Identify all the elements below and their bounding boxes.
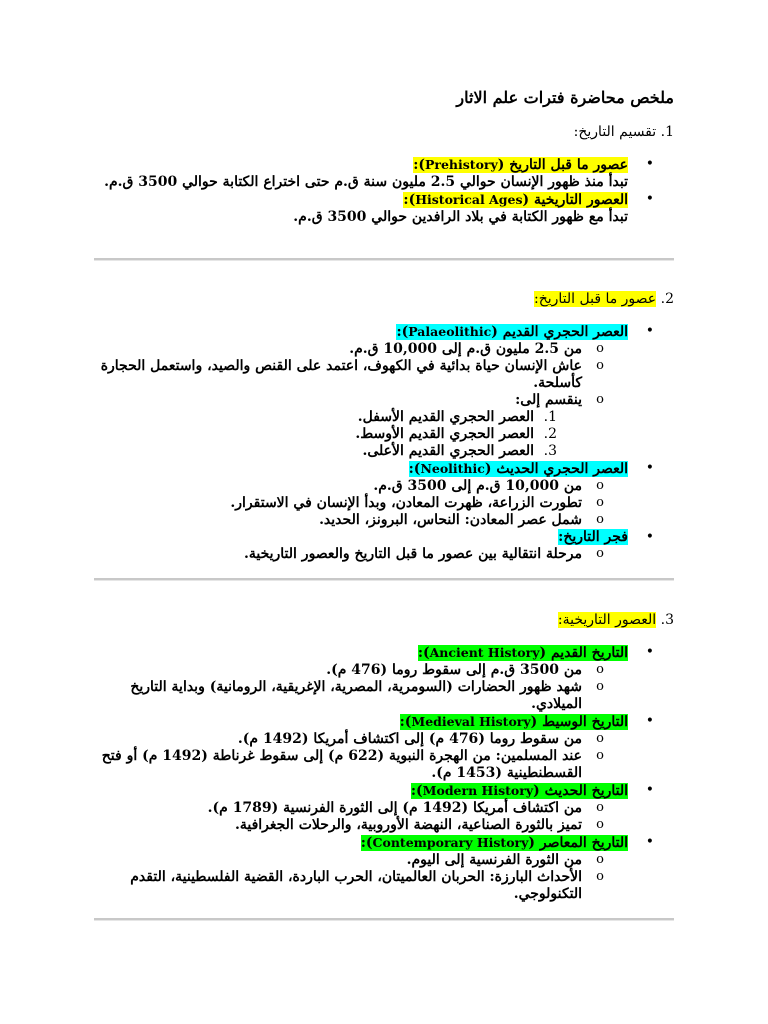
section-heading — [94, 124, 674, 141]
list-item — [94, 644, 674, 662]
section-number: 2. — [660, 291, 674, 307]
section-number: 1. — [660, 124, 674, 140]
sub-item: o شهد ظهور الحضارات (السومرية، المصرية، الإغريقية، الرومانية) وبداية التاريخ الميلادي. — [94, 679, 674, 713]
item-label: فجر التاريخ: — [558, 529, 628, 545]
section-heading — [94, 612, 674, 629]
section-history-division — [94, 124, 674, 226]
sub-item: o تميز بالثورة الصناعية، النهضة الأوروبية، والرحلات الجغرافية. — [94, 817, 674, 834]
sub-item: o من 10,000 ق.م إلى 3500 ق.م. — [94, 478, 674, 495]
sub-item: o مرحلة انتقالية بين عصور ما قبل التاريخ والعصور التاريخية. — [94, 546, 674, 563]
sub-item: o عند المسلمين: من الهجرة النبوية (622 م) إلى سقوط غرناطة (1492 م) أو فتح القسطنطينية (1453 م). — [94, 748, 674, 782]
horizontal-rule — [94, 918, 674, 921]
sub-item: o شمل عصر المعادن: النحاس، البرونز، الحديد. — [94, 512, 674, 529]
list-item — [94, 323, 674, 341]
section-number: 3. — [660, 612, 674, 628]
list-item — [94, 713, 674, 731]
list-item — [94, 460, 674, 478]
section-heading-text: عصور ما قبل التاريخ: — [533, 291, 657, 307]
section-prehistory — [94, 291, 674, 563]
sub-item: o عاش الإنسان حياة بدائية في الكهوف، اعتمد على القنص والصيد، واستعمل الحجارة كأسلحة. — [94, 358, 674, 392]
item-label: العصور التاريخية (Historical Ages): — [403, 192, 628, 208]
section-heading-text: تقسيم التاريخ: — [573, 124, 657, 140]
item-label: التاريخ القديم (Ancient History): — [417, 645, 628, 661]
item-label: العصر الحجري الحديث (Neolithic): — [408, 461, 628, 477]
horizontal-rule — [94, 258, 674, 261]
item-text: تبدأ مع ظهور الكتابة في بلاد الرافدين حوالي 3500 ق.م. — [293, 209, 628, 225]
sub-item: o ينقسم إلى: — [94, 392, 674, 409]
bullet-list — [94, 323, 674, 341]
sub-item: o من الثورة الفرنسية إلى اليوم. — [94, 852, 674, 869]
horizontal-rule — [94, 578, 674, 581]
item-label: عصور ما قبل التاريخ (Prehistory): — [413, 157, 628, 173]
bullet-list — [94, 782, 674, 800]
bullet-list — [94, 713, 674, 731]
sub-item: o من اكتشاف أمريكا (1492 م) إلى الثورة الفرنسية (1789 م). — [94, 800, 674, 817]
bullet-list — [94, 834, 674, 852]
numbered-item: 2. العصر الحجري القديم الأوسط. — [355, 426, 557, 442]
item-label: العصر الحجري القديم (Palaeolithic): — [396, 324, 628, 340]
bullet-list — [94, 156, 674, 226]
list-item — [94, 782, 674, 800]
sub-item: o تطورت الزراعة، ظهرت المعادن، وبدأ الإنسان في الاستقرار. — [94, 495, 674, 512]
numbered-item: 1. العصر الحجري القديم الأسفل. — [357, 409, 557, 425]
list-item — [94, 529, 674, 546]
section-heading — [94, 291, 674, 308]
list-item — [94, 191, 674, 226]
page-title: ملخص محاضرة فترات علم الاثار — [456, 88, 674, 107]
list-item — [94, 156, 674, 191]
item-label: التاريخ الوسيط (Medieval History): — [399, 714, 628, 730]
bullet-list — [94, 460, 674, 478]
bullet-list — [94, 644, 674, 662]
item-label: التاريخ المعاصر (Contemporary History): — [360, 835, 628, 851]
numbered-item: 3. العصر الحجري القديم الأعلى. — [362, 443, 557, 459]
sub-item: o الأحداث البارزة: الحربان العالميتان، الحرب الباردة، القضية الفلسطينية، التقدم التكنولوجي. — [94, 869, 674, 903]
sub-item: o من 3500 ق.م إلى سقوط روما (476 م). — [94, 662, 674, 679]
list-item — [94, 834, 674, 852]
sub-item: o من سقوط روما (476 م) إلى اكتشاف أمريكا (1492 م). — [94, 731, 674, 748]
section-historical-ages — [94, 612, 674, 903]
section-heading-text: العصور التاريخية: — [557, 612, 657, 628]
item-label: التاريخ الحديث (Modern History): — [410, 783, 628, 799]
bullet-list — [94, 529, 674, 546]
sub-item: o من 2.5 مليون ق.م إلى 10,000 ق.م. — [94, 341, 674, 358]
item-text: تبدأ منذ ظهور الإنسان حوالي 2.5 مليون سنة ق.م حتى اختراع الكتابة حوالي 3500 ق.م. — [104, 174, 628, 190]
